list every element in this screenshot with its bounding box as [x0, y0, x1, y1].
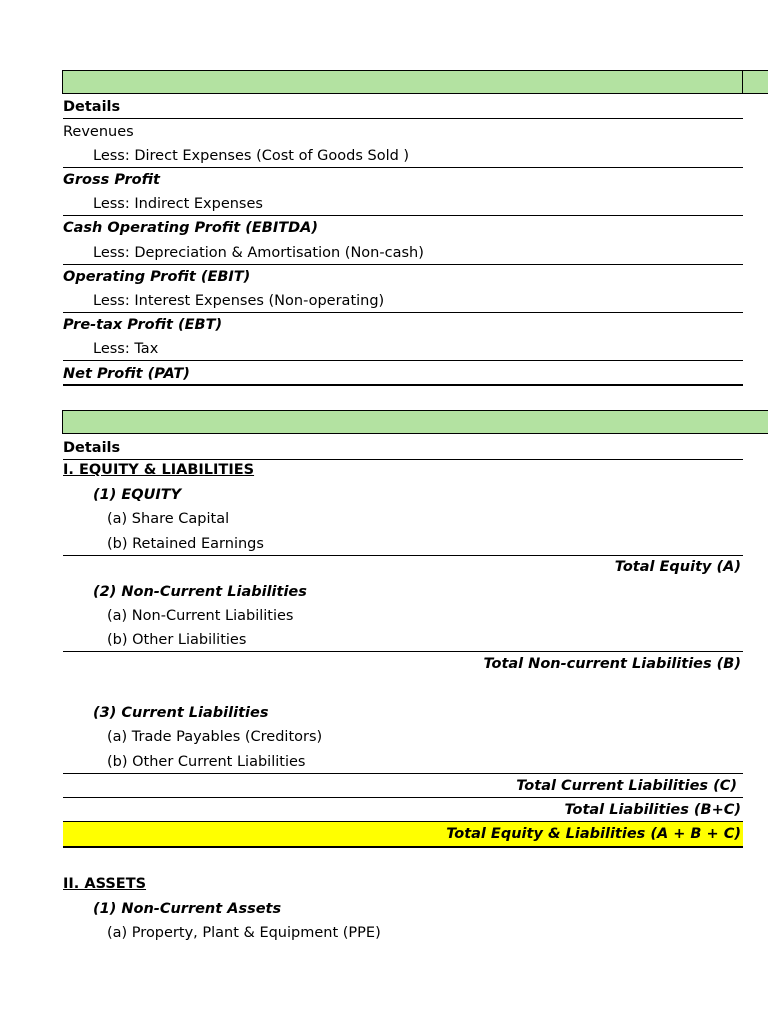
- other-current-liabilities-row: (b) Other Current Liabilities: [63, 750, 743, 774]
- balance-details-header: Details: [63, 436, 743, 460]
- net-profit-row: Net Profit (PAT): [63, 362, 743, 386]
- total-current-liabilities-row: Total Current Liabilities (C): [63, 774, 743, 798]
- gross-profit-row: Gross Profit: [63, 172, 160, 188]
- ebitda-row: Cash Operating Profit (EBITDA): [63, 220, 318, 236]
- equity-title: (1) EQUITY: [93, 487, 182, 503]
- direct-expenses-row: Less: Direct Expenses (Cost of Goods Sold ): [63, 144, 743, 168]
- ebt-row: Pre-tax Profit (EBT): [63, 317, 223, 333]
- trade-payables-row: (a) Trade Payables (Creditors): [107, 729, 323, 745]
- balance-sheet-header-band: [62, 410, 768, 434]
- revenues-row: Revenues: [63, 124, 134, 140]
- total-equity-liabilities-row: Total Equity & Liabilities (A + B + C): [63, 822, 743, 848]
- non-current-assets-title: (1) Non-Current Assets: [93, 901, 282, 917]
- non-current-liabilities-row: (a) Non-Current Liabilities: [107, 608, 294, 624]
- other-liabilities-row: (b) Other Liabilities: [63, 628, 743, 652]
- share-capital-row: (a) Share Capital: [107, 511, 230, 527]
- income-statement-header-band: [62, 70, 768, 94]
- equity-liabilities-section: I. EQUITY & LIABILITIES: [63, 462, 255, 478]
- assets-section: II. ASSETS: [63, 876, 147, 892]
- income-details-header: Details: [63, 95, 743, 119]
- total-liabilities-row: Total Liabilities (B+C): [63, 798, 743, 822]
- current-liabilities-title: (3) Current Liabilities: [93, 705, 269, 721]
- ppe-row: (a) Property, Plant & Equipment (PPE): [107, 925, 381, 941]
- depreciation-row: Less: Depreciation & Amortisation (Non-cash): [63, 241, 743, 265]
- ebit-row: Operating Profit (EBIT): [63, 269, 251, 285]
- interest-expenses-row: Less: Interest Expenses (Non-operating): [63, 289, 743, 313]
- total-non-current-liabilities-row: Total Non-current Liabilities (B): [483, 656, 741, 672]
- retained-earnings-row: (b) Retained Earnings: [63, 532, 743, 556]
- total-equity-row: Total Equity (A): [614, 559, 741, 575]
- indirect-expenses-row: Less: Indirect Expenses: [63, 192, 743, 216]
- non-current-liabilities-title: (2) Non-Current Liabilities: [93, 584, 307, 600]
- tax-row: Less: Tax: [63, 337, 743, 361]
